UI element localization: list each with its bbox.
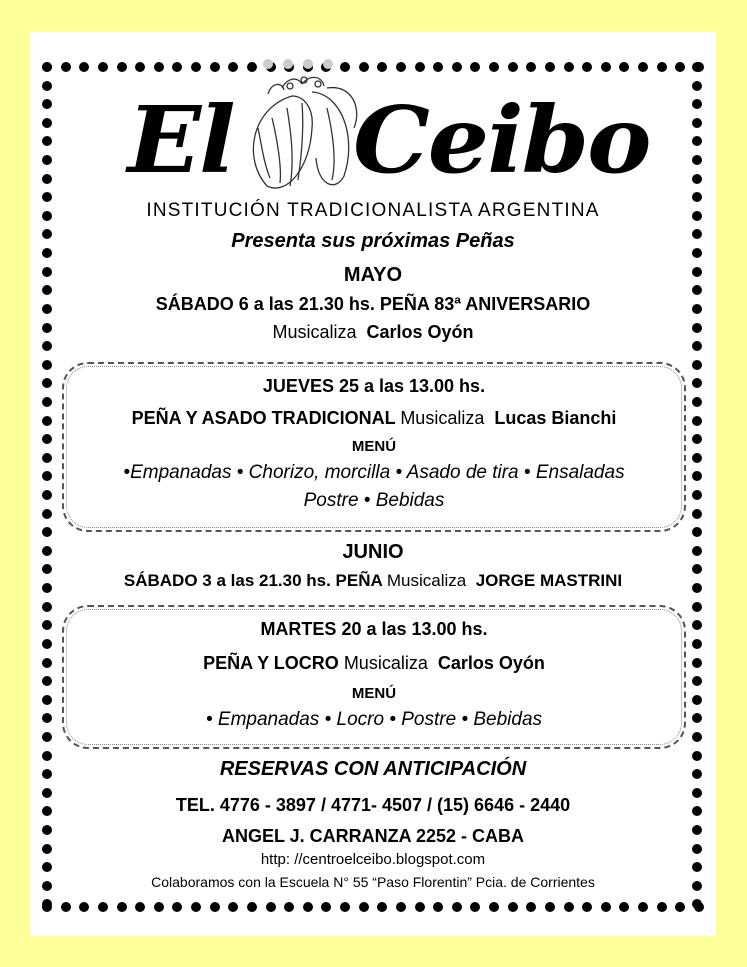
border-dot	[692, 118, 702, 128]
junio-event1-line	[30, 571, 716, 591]
website-link[interactable]: http: //centroelceibo.blogspot.com	[260, 851, 486, 868]
institution-subtitle: INSTITUCIÓN TRADICIONALISTA ARGENTINA	[146, 200, 600, 221]
border-dot	[42, 81, 52, 91]
border-dot	[377, 902, 387, 912]
border-dot	[42, 62, 52, 72]
music-label: Musicaliza	[343, 653, 428, 673]
menu-line-2: Postre • Bebidas	[303, 490, 445, 511]
music-name: Carlos Oyón	[437, 653, 545, 673]
border-dot	[675, 62, 685, 72]
border-dot	[692, 155, 702, 165]
border-dot	[42, 453, 52, 463]
border-dot	[135, 902, 145, 912]
border-dot	[692, 509, 702, 519]
border-dot	[452, 902, 462, 912]
border-dot	[79, 62, 89, 72]
border-dot	[228, 902, 238, 912]
border-dot	[42, 397, 52, 407]
border-dot	[601, 902, 611, 912]
junio-event-box	[62, 605, 686, 749]
border-dot	[191, 902, 201, 912]
border-dot	[98, 62, 108, 72]
collaboration-note: Colaboramos con la Escuela N° 55 “Paso Florentin” Pcia. de Corrientes	[151, 874, 595, 890]
border-dot	[692, 602, 702, 612]
border-dot	[42, 527, 52, 537]
border-dot	[692, 713, 702, 723]
border-dot	[692, 397, 702, 407]
border-dot	[61, 902, 71, 912]
border-dot	[619, 902, 629, 912]
border-dot	[692, 527, 702, 537]
telephone-line: TEL. 4776 - 3897 / 4771- 4507 / (15) 6646 - 2440	[175, 795, 571, 815]
border-dot	[692, 676, 702, 686]
border-dot	[396, 902, 406, 912]
border-dot	[303, 902, 313, 912]
border-dot	[692, 899, 702, 909]
mayo-event-box	[62, 362, 686, 532]
music-name: Lucas Bianchi	[494, 408, 617, 428]
box-title: PEÑA Y ASADO TRADICIONAL	[131, 408, 396, 428]
border-dot	[508, 902, 518, 912]
border-dot	[42, 732, 52, 742]
box-date: MARTES 20 a las 13.00 hs.	[260, 619, 488, 639]
presenta-heading: Presenta sus próximas Peñas	[231, 230, 515, 252]
border-dot	[154, 902, 164, 912]
month-mayo: MAYO	[343, 264, 403, 286]
mayo-event1: SÁBADO 6 a las 21.30 hs. PEÑA 83ª ANIVERSARIO	[155, 294, 591, 314]
menu-line-1: •Empanadas • Chorizo, morcilla • Asado de tira • Ensaladas	[123, 462, 625, 483]
border-dot	[692, 416, 702, 426]
mayo-event1-music	[30, 322, 716, 343]
border-dot	[42, 509, 52, 519]
border-dot	[692, 732, 702, 742]
menu-line-1: • Empanadas • Locro • Postre • Bebidas	[205, 709, 543, 730]
border-dot	[582, 902, 592, 912]
border-dot	[321, 902, 331, 912]
border-dot	[692, 490, 702, 500]
border-dot	[172, 902, 182, 912]
border-dot	[42, 99, 52, 109]
border-dot	[692, 639, 702, 649]
border-dot	[433, 902, 443, 912]
music-label: Musicaliza	[272, 322, 357, 342]
border-dot	[42, 416, 52, 426]
border-dot	[42, 602, 52, 612]
dotted-border-bottom	[42, 902, 704, 914]
box-title-line	[64, 408, 684, 429]
border-dot	[79, 902, 89, 912]
border-dot	[284, 902, 294, 912]
border-dot	[42, 174, 52, 184]
border-dot	[415, 902, 425, 912]
border-dot	[692, 174, 702, 184]
border-dot	[526, 902, 536, 912]
junio-event1: SÁBADO 3 a las 21.30 hs. PEÑA	[123, 571, 383, 590]
border-dot	[657, 62, 667, 72]
border-dot	[42, 658, 52, 668]
border-dot	[692, 658, 702, 668]
music-label: Musicaliza	[400, 408, 485, 428]
music-name: JORGE MASTRINI	[475, 571, 623, 590]
month-junio: JUNIO	[342, 541, 404, 563]
logo	[112, 58, 650, 208]
border-dot	[470, 902, 480, 912]
border-dot	[42, 136, 52, 146]
box-title: PEÑA Y LOCRO	[203, 653, 339, 673]
border-dot	[61, 62, 71, 72]
music-name: Carlos Oyón	[366, 322, 474, 342]
box-date: JUEVES 25 a las 13.00 hs.	[262, 376, 486, 396]
border-dot	[210, 902, 220, 912]
border-dot	[42, 713, 52, 723]
border-dot	[266, 902, 276, 912]
border-dot	[638, 902, 648, 912]
border-dot	[692, 453, 702, 463]
border-dot	[692, 81, 702, 91]
border-dot	[340, 902, 350, 912]
border-dot	[42, 676, 52, 686]
border-dot	[42, 378, 52, 388]
border-dot	[42, 155, 52, 165]
border-dot	[359, 902, 369, 912]
border-dot	[692, 360, 702, 370]
border-dot	[692, 695, 702, 705]
border-dot	[657, 902, 667, 912]
border-dot	[692, 434, 702, 444]
border-dot	[42, 639, 52, 649]
menu-label: MENÚ	[351, 685, 397, 702]
reservas-heading: RESERVAS CON ANTICIPACIÓN	[219, 758, 527, 780]
border-dot	[692, 378, 702, 388]
border-dot	[564, 902, 574, 912]
border-dot	[42, 899, 52, 909]
border-dot	[489, 902, 499, 912]
border-dot	[98, 902, 108, 912]
border-dot	[117, 902, 127, 912]
logo-word-ceibo: Ceibo	[352, 86, 650, 194]
border-dot	[692, 136, 702, 146]
border-dot	[42, 434, 52, 444]
border-dot	[42, 695, 52, 705]
music-label: Musicaliza	[386, 571, 467, 590]
border-dot	[42, 490, 52, 500]
box-title-line	[64, 653, 684, 674]
border-dot	[42, 620, 52, 630]
border-dot	[545, 902, 555, 912]
border-dot	[692, 471, 702, 481]
dotted-border-right	[692, 62, 704, 910]
menu-label: MENÚ	[351, 438, 397, 455]
border-dot	[42, 118, 52, 128]
border-dot	[247, 902, 257, 912]
border-dot	[42, 471, 52, 481]
border-dot	[675, 902, 685, 912]
logo-word-el: El	[127, 86, 234, 194]
border-dot	[692, 99, 702, 109]
address-line: ANGEL J. CARRANZA 2252 - CABA	[221, 826, 525, 846]
ceibo-flower-icon	[232, 58, 372, 198]
dotted-border-left	[42, 62, 54, 910]
border-dot	[692, 620, 702, 630]
border-dot	[692, 62, 702, 72]
border-dot	[42, 360, 52, 370]
